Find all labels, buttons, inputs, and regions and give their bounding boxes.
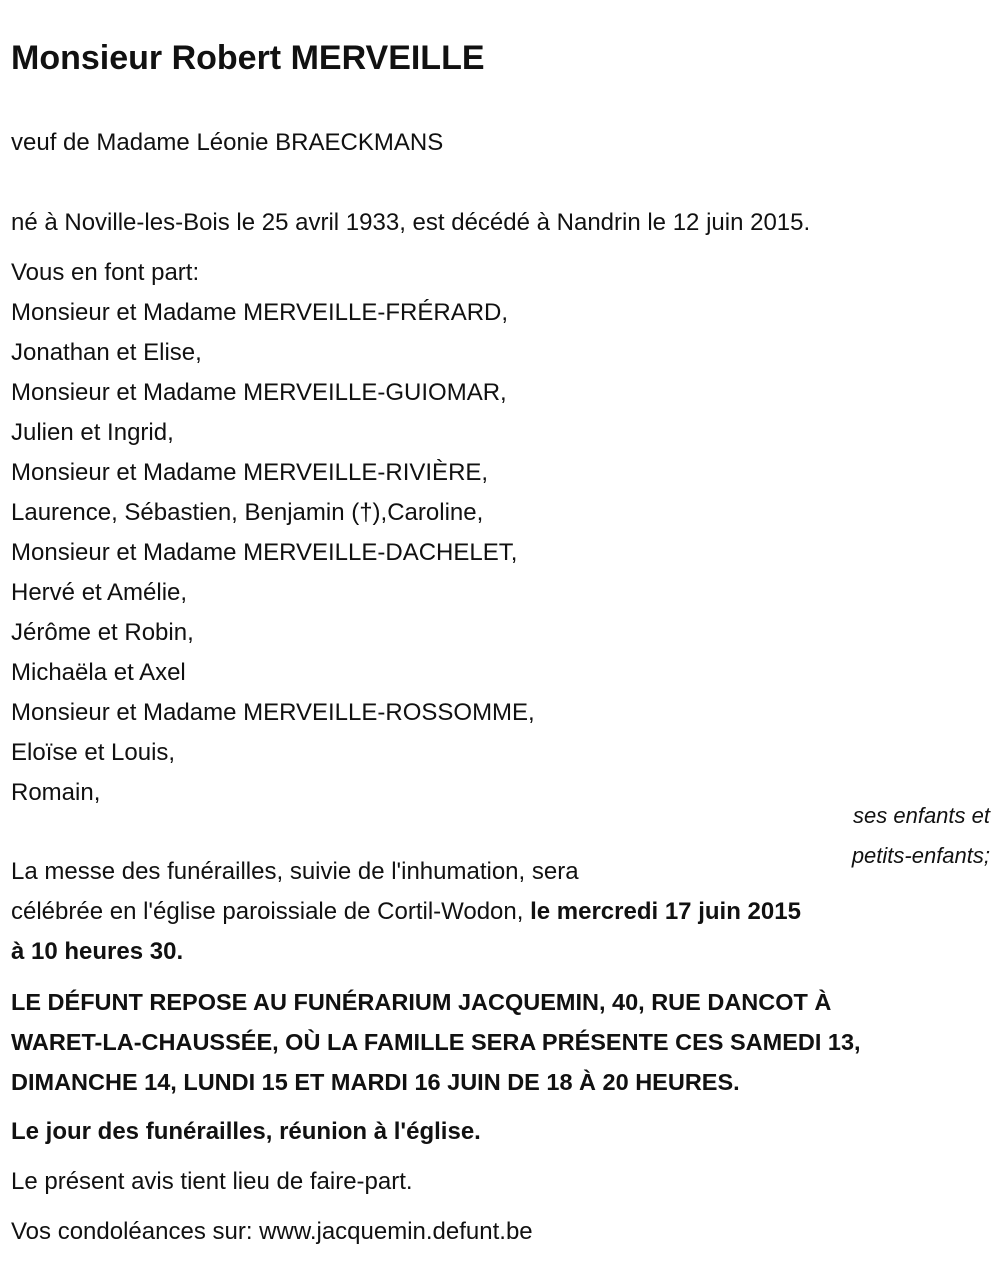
family-role-line: ses enfants et xyxy=(853,803,990,828)
birth-death-line: né à Noville-les-Bois le 25 avril 1933, est décédé à Nandrin le 12 juin 2015. xyxy=(11,209,811,236)
family-line: Jérôme et Robin, xyxy=(11,619,194,646)
mass-time: à 10 heures 30. xyxy=(11,938,184,965)
meeting-line: Le jour des funérailles, réunion à l'église. xyxy=(11,1118,481,1145)
family-line: Monsieur et Madame MERVEILLE-ROSSOMME, xyxy=(11,699,535,726)
family-intro: Vous en font part: xyxy=(11,259,200,286)
family-line: Julien et Ingrid, xyxy=(11,419,174,446)
family-line: Michaëla et Axel xyxy=(11,659,186,686)
repose-line: LE DÉFUNT REPOSE AU FUNÉRARIUM JACQUEMIN, 40, RUE DANCOT À xyxy=(11,989,832,1015)
mass-location: célébrée en l'église paroissiale de Cortil-Wodon, xyxy=(11,898,531,925)
mass-line xyxy=(11,897,801,927)
repose-line: DIMANCHE 14, LUNDI 15 ET MARDI 16 JUIN DE 18 À 20 HEURES. xyxy=(11,1069,740,1095)
family-line: Monsieur et Madame MERVEILLE-RIVIÈRE, xyxy=(11,459,489,486)
family-line: Jonathan et Elise, xyxy=(11,339,202,366)
family-line: Monsieur et Madame MERVEILLE-GUIOMAR, xyxy=(11,379,507,406)
family-role-line: petits-enfants; xyxy=(851,843,990,868)
repose-line: WARET-LA-CHAUSSÉE, OÙ LA FAMILLE SERA PRÉSENTE CES SAMEDI 13, xyxy=(11,1029,861,1055)
notice-line: Le présent avis tient lieu de faire-part. xyxy=(11,1168,413,1195)
family-line: Hervé et Amélie, xyxy=(11,579,188,606)
family-line: Romain, xyxy=(11,779,101,806)
family-line: Eloïse et Louis, xyxy=(11,739,176,766)
mass-line: La messe des funérailles, suivie de l'inhumation, sera xyxy=(11,858,579,885)
widow-line: veuf de Madame Léonie BRAECKMANS xyxy=(11,129,444,156)
condolences-line: Vos condoléances sur: www.jacquemin.defunt.be xyxy=(11,1218,533,1245)
family-line: Monsieur et Madame MERVEILLE-FRÉRARD, xyxy=(11,299,509,326)
family-line: Laurence, Sébastien, Benjamin (†),Caroline, xyxy=(11,499,484,526)
page-title: Monsieur Robert MERVEILLE xyxy=(11,39,485,77)
family-line: Monsieur et Madame MERVEILLE-DACHELET, xyxy=(11,539,518,566)
mass-date: le mercredi 17 juin 2015 xyxy=(530,898,801,925)
